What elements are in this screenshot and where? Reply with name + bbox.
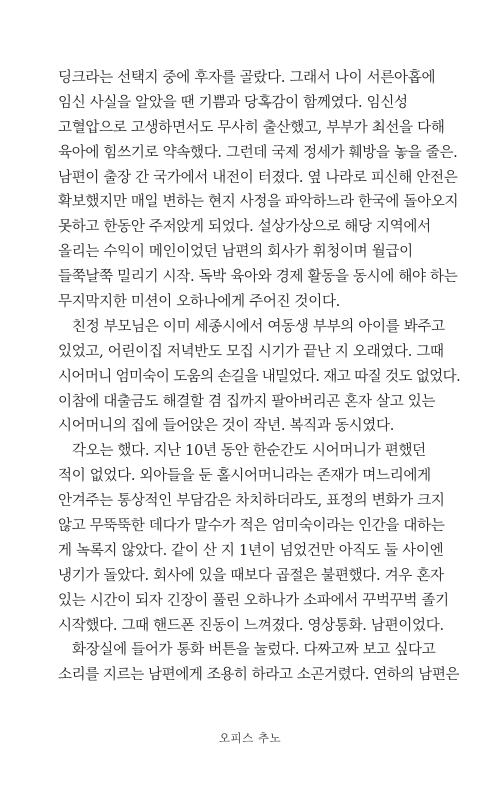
text-line: 들쭉날쭉 밀리기 시작. 독박 육아와 경제 활동을 동시에 해야 하는 xyxy=(58,269,458,286)
text-line: 게 녹록지 않았다. 같이 산 지 1년이 넘었건만 아직도 둘 사이엔 xyxy=(58,542,444,559)
text-line: 시작했다. 그때 핸드폰 진동이 느껴졌다. 영상통화. 남편이었다. xyxy=(58,617,444,634)
paragraph xyxy=(58,439,462,638)
paragraph xyxy=(58,638,462,688)
text-line: 안겨주는 통상적인 부담감은 차치하더라도, 표정의 변화가 크지 xyxy=(58,493,445,510)
text-line: 각오는 했다. 지난 10년 동안 한순간도 시어머니가 편했던 xyxy=(72,443,426,460)
text-line: 확보했지만 매일 변하는 현지 사정을 파악하느라 한국에 돌아오지 xyxy=(58,194,459,211)
text-line: 육아에 힘쓰기로 약속했다. 그런데 국제 정세가 훼방을 놓을 줄은. xyxy=(58,144,458,161)
text-line: 시어머니 엄미숙이 도움의 손길을 내밀었다. 재고 따질 것도 없었다. xyxy=(58,368,461,385)
text-line: 있는 시간이 되자 긴장이 풀린 오하나가 소파에서 꾸벅꾸벅 졸기 xyxy=(58,592,449,609)
text-line: 친정 부모님은 이미 세종시에서 여동생 부부의 아이를 봐주고 xyxy=(72,318,445,335)
text-line: 임신 사실을 알았을 땐 기쁨과 당혹감이 함께였다. 임신성 xyxy=(58,94,408,111)
paragraph xyxy=(58,315,462,439)
text-line: 이참에 대출금도 해결할 겸 집까지 팔아버리곤 혼자 살고 있는 xyxy=(58,393,436,410)
text-line: 소리를 지르는 남편에게 조용히 하라고 소곤거렸다. 연하의 남편은 xyxy=(58,667,460,684)
text-line: 고혈압으로 고생하면서도 무사히 출산했고, 부부가 최선을 다해 xyxy=(58,119,445,136)
text-line: 시어머니의 집에 들어앉은 것이 작년. 복직과 동시였다. xyxy=(58,418,395,435)
text-line: 딩크라는 선택지 중에 후자를 골랐다. 그래서 나이 서른아홉에 xyxy=(58,70,436,86)
text-line: 남편이 출장 간 국가에서 내전이 터졌다. 옆 나라로 피신해 안전은 xyxy=(58,169,458,186)
text-line: 무지막지한 미션이 오하나에게 주어진 것이다. xyxy=(58,294,340,311)
text-line: 냉기가 돌았다. 회사에 있을 때보다 곱절은 불편했다. 겨우 혼자 xyxy=(58,567,444,584)
paragraph xyxy=(58,66,462,315)
text-line: 적이 없었다. 외아들을 둔 홀시어머니라는 존재가 며느리에게 xyxy=(58,468,431,485)
running-title: 오피스 추노 xyxy=(218,731,282,745)
text-line: 못하고 한동안 주저앉게 되었다. 설상가상으로 해당 지역에서 xyxy=(58,219,431,236)
body-text xyxy=(58,66,462,688)
text-line: 올리는 수익이 메인이었던 남편의 회사가 휘청이며 월급이 xyxy=(58,244,413,261)
text-line: 않고 무뚝뚝한 데다가 말수가 적은 엄미숙이라는 인간을 대하는 xyxy=(58,518,445,535)
text-line: 있었고, 어린이집 저녁반도 모집 시기가 끝난 지 오래였다. 그때 xyxy=(58,343,444,360)
text-line: 화장실에 들어가 통화 버튼을 눌렀다. 다짜고짜 보고 싶다고 xyxy=(72,642,436,659)
